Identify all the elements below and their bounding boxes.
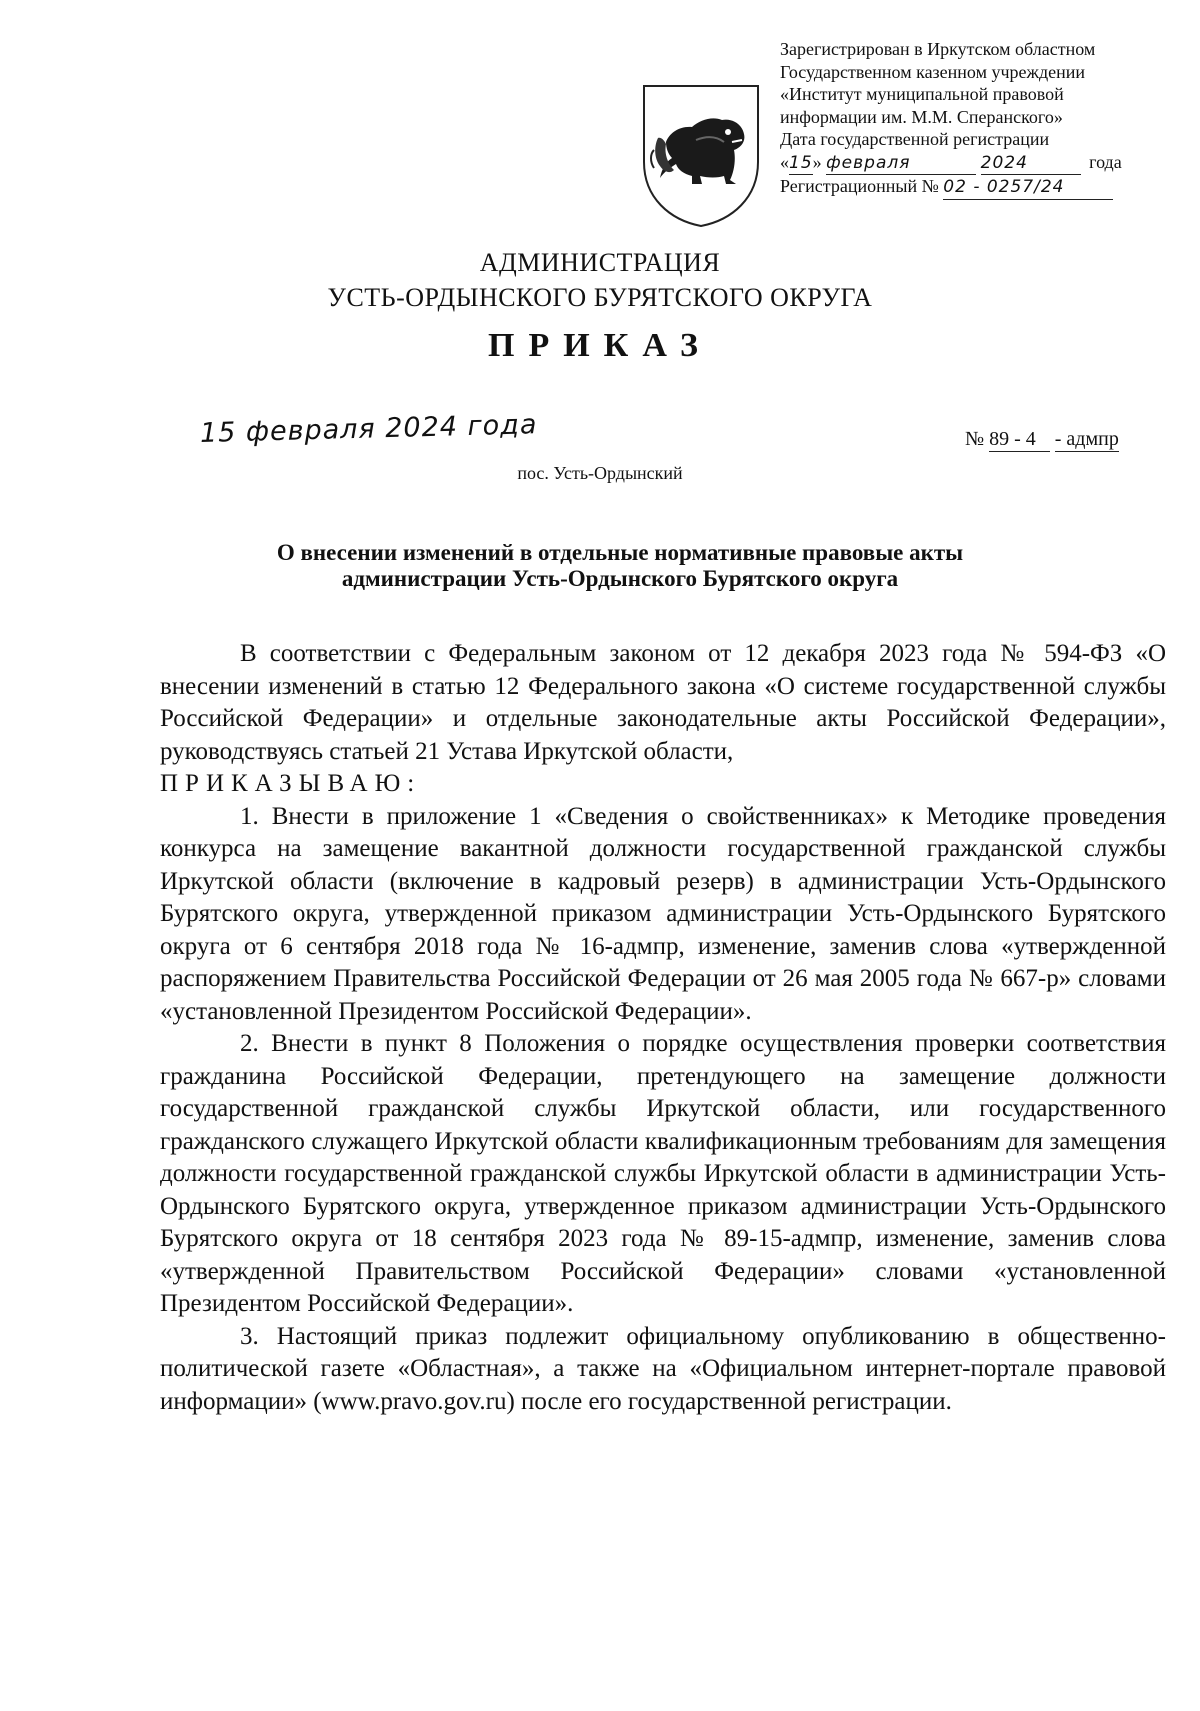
order-number: № 89 - 4 - адмпр [965, 428, 1119, 450]
order-place: пос. Усть-Ордынский [517, 463, 683, 483]
preamble-paragraph: В соответствии с Федеральным законом от 12 декабря 2023 года № 594-ФЗ «О внесении изменений в статью 12 Федерального закона «О системе государственной службы Российской Федерации» и отдельные законодательные акты Российской Федерации», руководствуясь статьей 21 Устава Иркутской области, [160, 640, 1166, 765]
registration-date: «15» февраля 2024 года [780, 151, 1160, 176]
registration-number: Регистрационный № 02 - 0257/24 [780, 175, 1160, 200]
registration-date-day: 15 [789, 152, 813, 176]
item-paragraph-1: 1. Внести в приложение 1 «Сведения о свойственниках» к Методике проведения конкурса на замещение вакантной должности государственной гражданской службы Иркутской области (включение в кадровый резерв) в администрации Усть-Ордынского Бурятского округа, утвержденной приказом администрации Усть-Ордынского Бурятского округа от 6 сентября 2018 года № 16-адмпр, изменение, заменив слова «утвержденной распоряжением Правительства Российской Федерации от 26 мая 2005 года № 667-р» словами «установленной Президентом Российской Федерации». [160, 802, 1166, 1025]
registration-line: Зарегистрирован в Иркутском областном [780, 39, 1096, 59]
organization-title: АДМИНИСТРАЦИЯ УСТЬ-ОРДЫНСКОГО БУРЯТСКОГО ОКРУГА [327, 248, 873, 312]
registration-number-value: 02 - 0257/24 [943, 176, 1113, 200]
registration-line: информации им. М.М. Сперанского» [780, 106, 1063, 127]
order-number-suffix: - адмпр [1054, 428, 1119, 450]
item-paragraph-3: 3. Настоящий приказ подлежит официальному опубликованию в общественно-политической газете «Областная», а также на «Официальном интернет-портале правовой информации» (www.pravo.gov.ru) после его государственной регистрации. [160, 1322, 1166, 1415]
registration-date-year: 2024 [981, 152, 1081, 176]
registration-line: «Институт муниципальной правовой [780, 84, 1064, 104]
registration-line: Государственном казенном учреждении [780, 61, 1085, 82]
order-date-handwritten: 15 февраля 2024 года [199, 409, 538, 449]
order-body [160, 638, 1166, 1418]
registration-date-suffix: года [1089, 151, 1122, 172]
registration-date-month: февраля [826, 152, 976, 176]
document-type-title: ПРИКАЗ [488, 327, 712, 364]
item-paragraph-2: 2. Внести в пункт 8 Положения о порядке осуществления проверки соответствия гражданина Российской Федерации, претендующего на замещение должности государственной гражданской службы Иркутской области, или государственного гражданского служащего Иркутской области квалификационным требованиям для замещения должности государственной гражданской службы Иркутской области в администрации Усть-Ордынского Бурятского округа, утвержденное приказом администрации Усть-Ордынского Бурятского округа от 18 сентября 2023 года № 89-15-адмпр, изменение, заменив слова «утвержденной Правительством Российской Федерации» словами «установленной Президентом Российской Федерации». [160, 1030, 1166, 1317]
registration-line: Дата государственной регистрации [780, 129, 1050, 149]
decree-word: ПРИКАЗЫВАЮ: [160, 770, 422, 797]
registration-stamp [780, 38, 1160, 200]
coat-of-arms-icon [636, 80, 766, 230]
order-subject: О внесении изменений в отдельные нормативные правовые акты администрации Усть-Ордынского Бурятского округа [276, 540, 964, 591]
order-number-value: 89 - 4 [989, 428, 1050, 452]
